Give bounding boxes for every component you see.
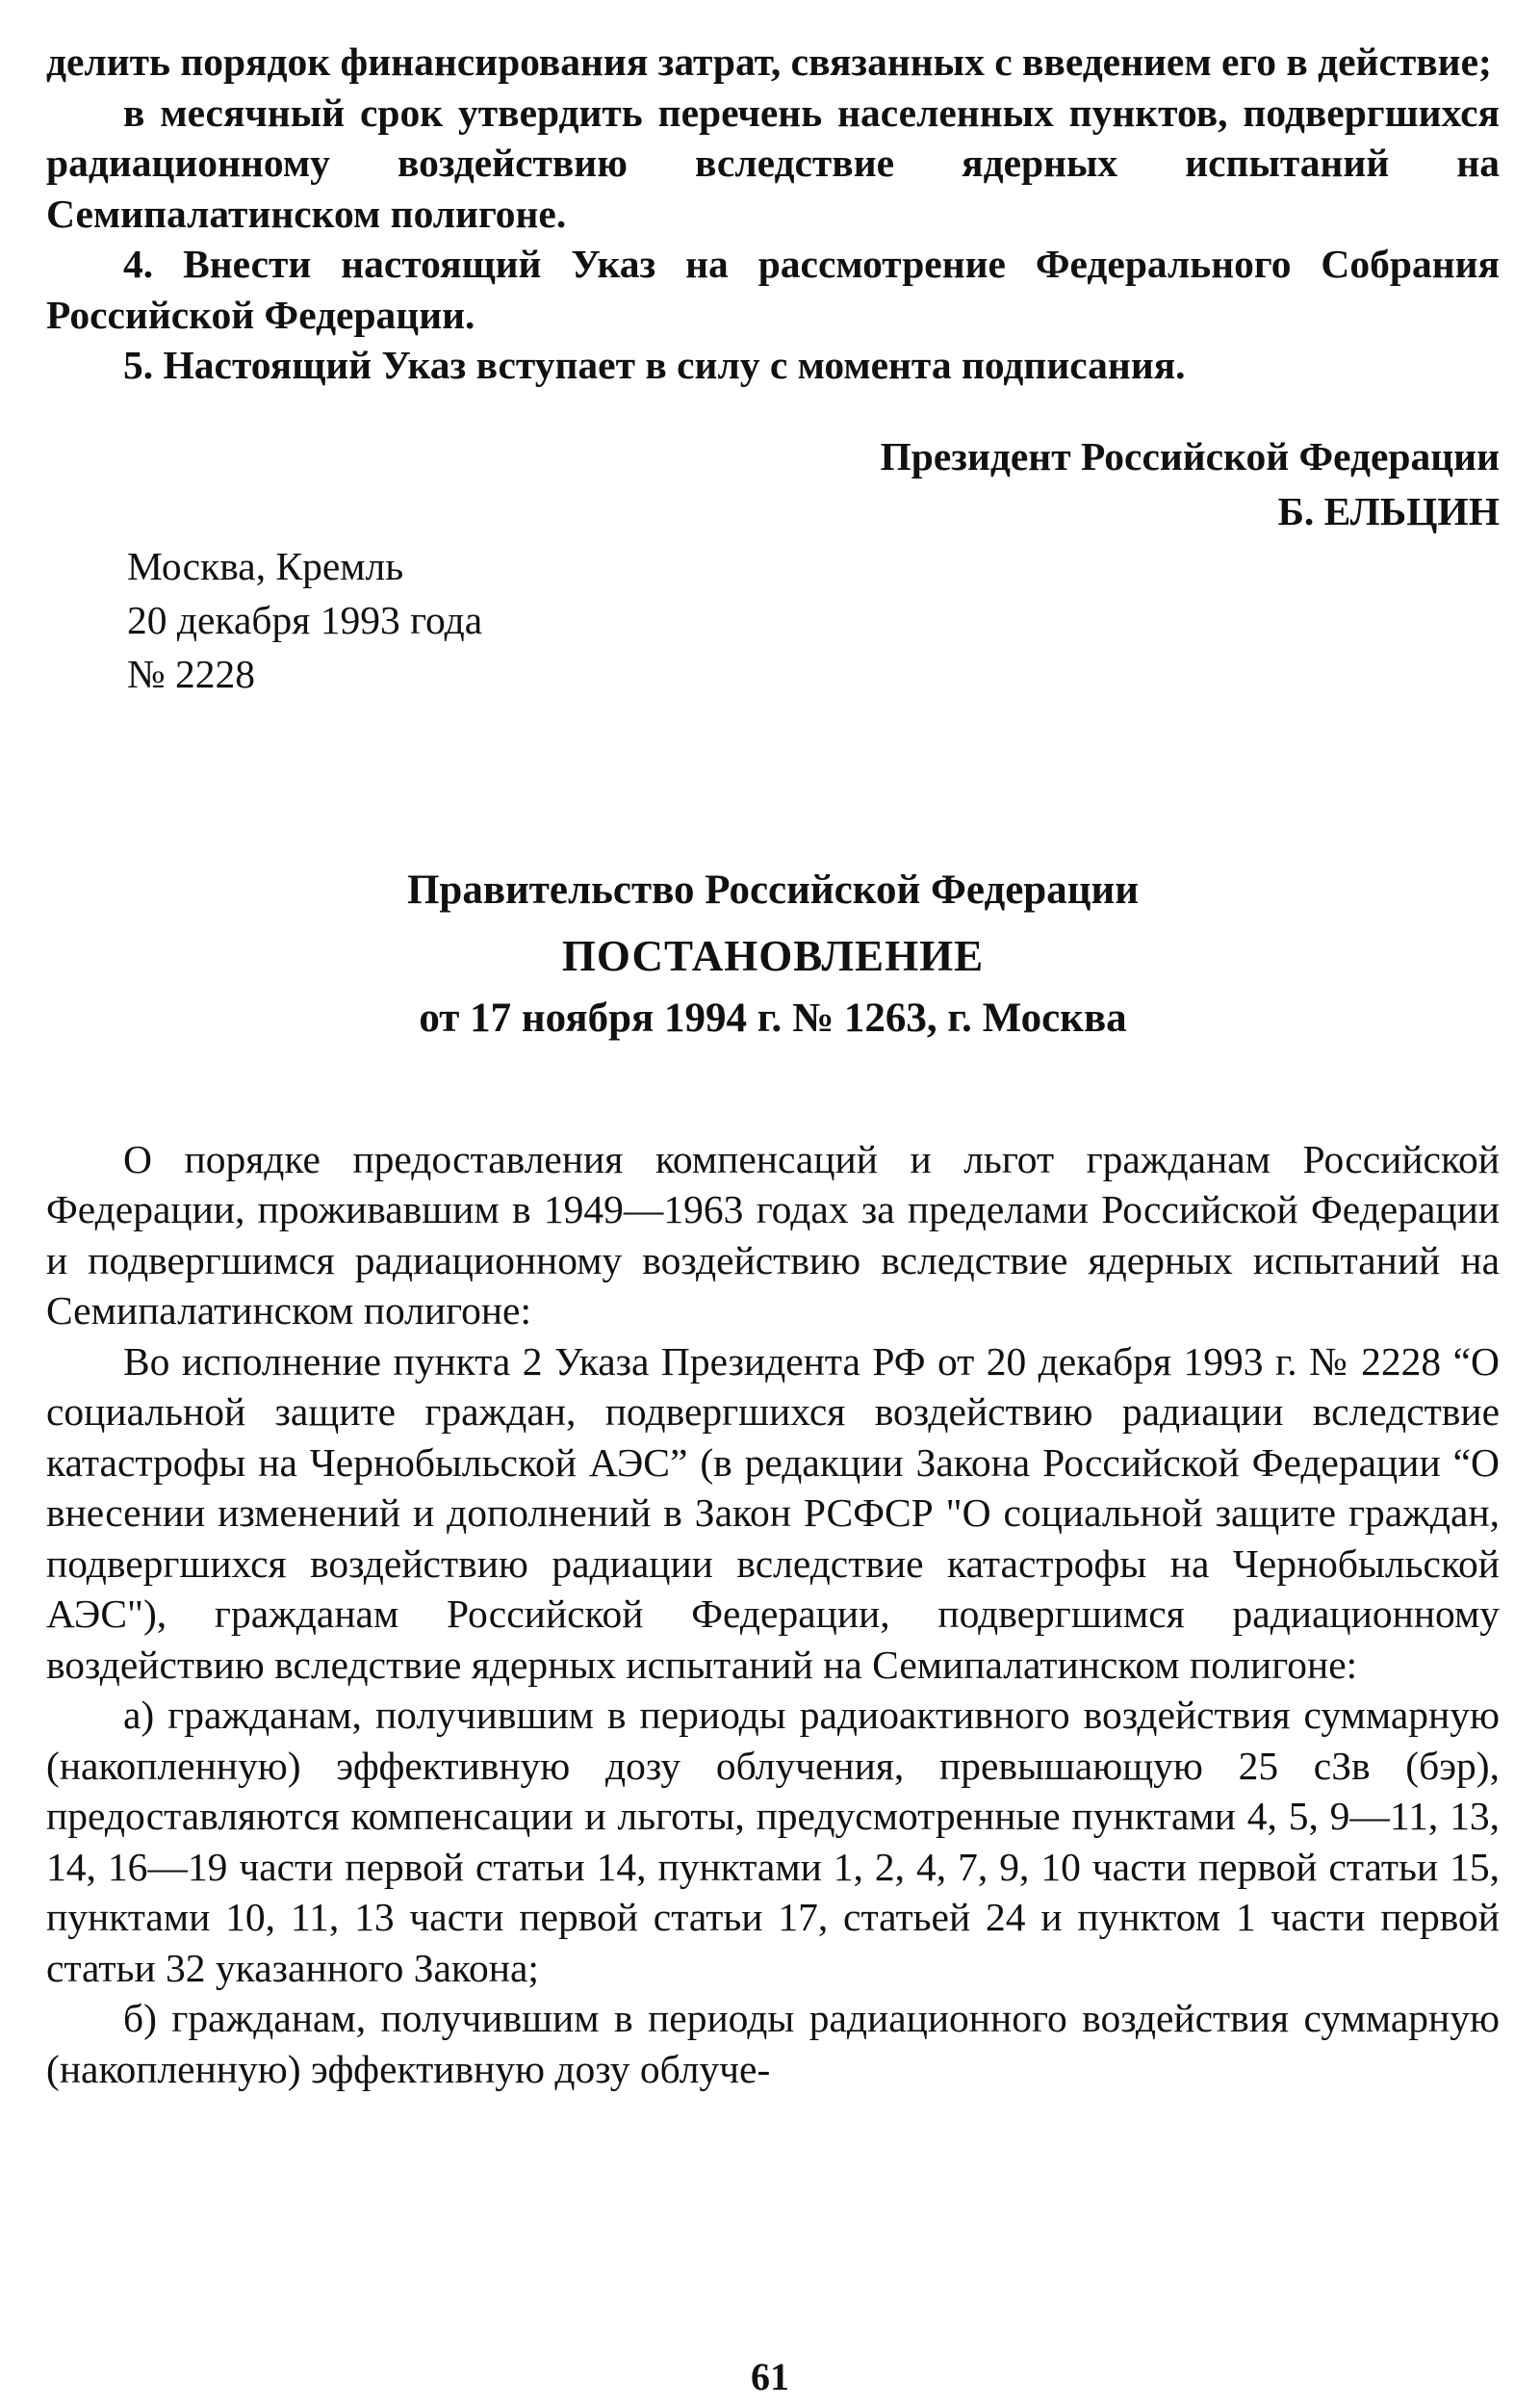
signature-block	[46, 429, 1500, 539]
paragraph-item-5: 5. Настоящий Указ вступает в силу с момента подписания.	[123, 343, 1186, 387]
paragraph-list-settlements: в месячный срок утвердить перечень населенных пунктов, подвергшихся радиационному воздействию вследствие ядерных испытаний на Семипалатинском полигоне.	[46, 90, 1500, 236]
page-number: 61	[751, 2355, 789, 2398]
resolution-issuer: Правительство Российской Федерации	[406, 867, 1140, 913]
paragraph-item-a: а) гражданам, получившим в периоды радиоактивного воздействия суммарную (накопленную) эффективную дозу облучения, превышающую 25 сЗв (бэр), предоставляются компенсации и льготы, предусмотренные пунктами 4, 5, 9—11, 13, 14, 16—19 части первой статьи 14, пунктами 1, 2, 4, 7, 9, 10 части первой статьи 15, пунктами 10, 11, 13 части первой статьи 17, статьей 24 и пунктом 1 части первой статьи 32 указанного Закона;	[46, 1693, 1500, 1990]
place-city: Москва, Кремль	[127, 543, 404, 588]
resolution-date-line: от 17 ноября 1994 г. № 1263, г. Москва	[419, 995, 1127, 1041]
paragraph-item-4: 4. Внести настоящий Указ на рассмотрение Федерального Собрания Российской Федерации.	[46, 242, 1500, 337]
paragraph-preamble: Во исполнение пункта 2 Указа Президента РФ от 20 декабря 1993 г. № 2228 “О социальной защите граждан, подвергшихся воздействию радиации вследствие катастрофы на Чернобыльской АЭС” (в редакции Закона Российской Федерации “О внесении изменений и дополнений в Закон РСФСР "О социальной защите граждан, подвергшихся воздействию радиации вследствие катастрофы на Чернобыльской АЭС"), гражданам Российской Федерации, подвергшимся радиационному воздействию вследствие ядерных испытаний на Семипалатинском полигоне:	[46, 1338, 1500, 1687]
signature-title: Президент Российской Федерации	[880, 433, 1500, 479]
place-date-block	[127, 539, 1500, 701]
resolution-subject: О порядке предоставления компенсаций и льгот гражданам Российской Федерации, проживавшим в 1949—1963 годах за пределами Российской Федерации и подвергшимся радиационному воздействию вследствие ядерных испытаний на Семипалатинском полигоне:	[46, 1136, 1500, 1333]
paragraph-continuation: делить порядок финансирования затрат, связанных с введением его в действие;	[46, 39, 1492, 84]
paragraph-item-b: б) гражданам, получившим в периоды радиационного воздействия суммарную (накопленную) эффективную дозу облуче-	[46, 1996, 1500, 2091]
resolution-body	[46, 1134, 1500, 2095]
decree-number: № 2228	[127, 651, 255, 696]
place-date: 20 декабря 1993 года	[127, 597, 483, 642]
signature-name: Б. ЕЛЬЦИН	[1277, 488, 1500, 533]
resolution-title: ПОСТАНОВЛЕНИЕ	[561, 931, 985, 980]
decree-ending	[46, 37, 1500, 391]
